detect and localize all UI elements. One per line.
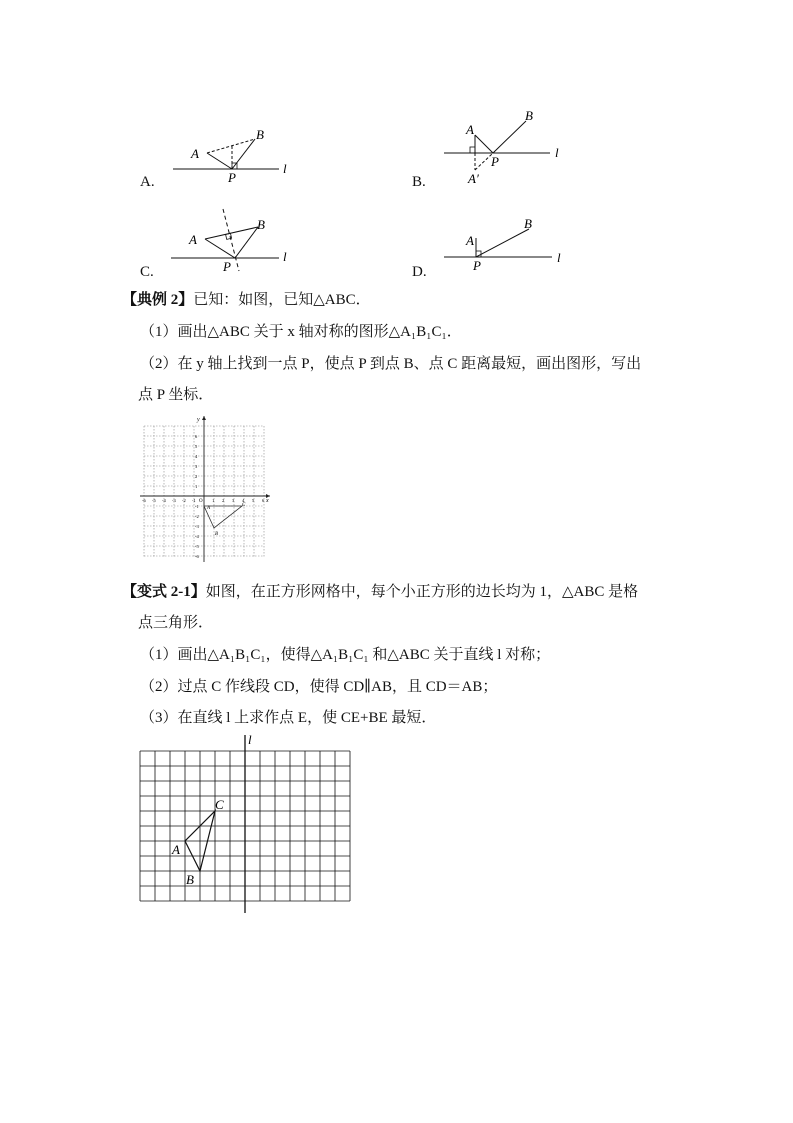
x-tick-label: 4	[242, 498, 245, 503]
label-b: B	[256, 127, 264, 142]
x-tick-label: 6	[262, 498, 265, 503]
y-tick-label: -2	[195, 514, 199, 519]
example2-tag: 【典例 2】	[122, 292, 194, 308]
example2-heading	[122, 290, 371, 310]
x-tick-label: -2	[182, 498, 186, 503]
example2-q2-line1: （2）在 y 轴上找到一点 P，使点 P 到点 B、点 C 距离最短，画出图形，写出	[140, 356, 642, 372]
variant21-q2: （2）过点 C 作线段 CD，使得 CD∥AB，且 CD＝AB；	[140, 679, 498, 695]
label-p: P	[473, 258, 481, 273]
label-b: B	[257, 217, 265, 232]
label-b: B	[524, 216, 532, 231]
label-l: l	[555, 145, 559, 160]
x-tick-label: -4	[162, 498, 166, 503]
square-grid	[130, 730, 360, 915]
variant21-q3: （3）在直线 l 上求作点 E，使 CE+BE 最短．	[140, 710, 437, 726]
label-a: A	[172, 842, 180, 857]
segment-pb	[476, 229, 529, 257]
x-axis-label: x	[266, 498, 269, 504]
segment-pb	[493, 121, 526, 153]
variant21-tag: 【变式 2-1】	[122, 584, 206, 600]
y-axis-label: y	[197, 417, 200, 423]
x-tick-label: 3	[232, 498, 235, 503]
label-l: l	[248, 732, 252, 747]
y-tick-label: -4	[195, 534, 199, 539]
x-tick-label: -6	[142, 498, 146, 503]
coordinate-grid	[138, 412, 273, 564]
y-axis-arrow	[202, 416, 206, 420]
label-a: A	[191, 146, 199, 161]
example2-q1: （1）画出△ABC 关于 x 轴对称的图形△A₁B₁C₁．	[140, 324, 462, 340]
y-tick-label: -3	[195, 524, 199, 529]
label-c: C	[215, 797, 224, 812]
y-tick-label: 5	[195, 444, 198, 449]
label-a: A	[466, 122, 474, 137]
grid-label-b: B	[215, 532, 219, 537]
x-tick-label: 1	[212, 498, 215, 503]
option-d-figure	[440, 212, 570, 274]
label-b: B	[186, 872, 194, 887]
variant21-q1: （1）画出△A₁B₁C₁，使得△A₁B₁C₁ 和△ABC 关于直线 l 对称；	[140, 647, 551, 663]
x-tick-label: -5	[152, 498, 156, 503]
label-l: l	[283, 161, 287, 176]
example2-q2-line2: 点 P 坐标．	[138, 387, 214, 403]
y-tick-label: 6	[195, 434, 198, 439]
variant21-line1	[122, 582, 638, 602]
example2-intro: 已知：如图，已知△ABC．	[193, 292, 371, 308]
y-tick-label: 2	[195, 474, 198, 479]
option-c-figure	[165, 203, 295, 278]
x-tick-label: -1	[192, 498, 196, 503]
variant21-intro: 如图，在正方形网格中，每个小正方形的边长均为 1，△ABC 是格	[205, 584, 639, 600]
y-tick-label: -1	[195, 504, 199, 509]
label-a-prime: A′	[468, 171, 479, 186]
right-angle-mark	[470, 147, 475, 153]
label-p: P	[228, 170, 236, 185]
x-tick-labels	[142, 498, 265, 503]
label-b: B	[525, 108, 533, 123]
segment-ab-dashed	[207, 139, 255, 153]
option-d-label: D.	[412, 264, 427, 280]
y-tick-label: 3	[195, 464, 198, 469]
segment-ap	[205, 239, 235, 258]
option-c-label: C.	[140, 264, 154, 280]
label-a: A	[189, 232, 197, 247]
option-a-label: A.	[140, 174, 155, 190]
option-b-figure	[440, 105, 570, 190]
option-b-label: B.	[412, 174, 426, 190]
grid-label-c: C	[242, 503, 246, 508]
x-tick-label: 2	[222, 498, 225, 503]
label-l: l	[283, 249, 287, 264]
right-angle-mark	[226, 233, 232, 239]
label-l: l	[557, 250, 561, 265]
y-tick-label: -5	[195, 544, 199, 549]
label-a: A	[466, 233, 474, 248]
option-a-figure	[165, 125, 295, 185]
label-p: P	[491, 154, 499, 169]
segment-pb	[232, 139, 255, 169]
y-tick-label: 4	[195, 454, 198, 459]
origin-label: O	[199, 499, 203, 504]
label-p: P	[223, 259, 231, 274]
x-tick-label: -3	[172, 498, 176, 503]
y-tick-label: 1	[195, 484, 198, 489]
y-tick-labels	[195, 434, 199, 559]
variant21-line2: 点三角形．	[138, 615, 214, 631]
segment-ap	[207, 153, 232, 169]
x-tick-label: 5	[252, 498, 255, 503]
y-tick-label: -6	[195, 554, 199, 559]
segment-ap	[475, 135, 493, 153]
grid-label-a: A	[207, 506, 211, 511]
